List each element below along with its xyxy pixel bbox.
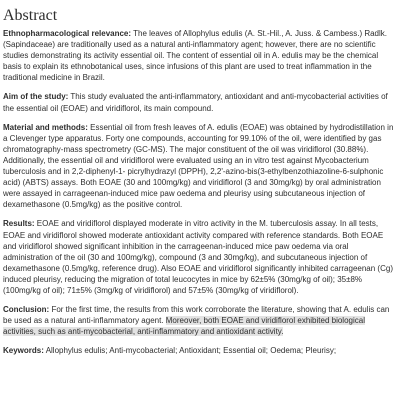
keywords-paragraph xyxy=(3,345,395,356)
results-label: Results: xyxy=(3,219,35,229)
ethnopharmacological-relevance-label: Ethnopharmacological relevance: xyxy=(3,29,132,38)
conclusion-label: Conclusion: xyxy=(3,305,50,315)
conclusion-highlighted-text[interactable]: Moreover, both EOAE and viridiflorol exhibited biological activities, such as anti-mycobacterial, anti-inflammatory and antioxidant activity. xyxy=(3,316,365,337)
conclusion-text: For the first time, the results from this work corroborate the literature, showing that A. edulis can be used as a natural anti-inflammatory agent. xyxy=(3,305,390,326)
results-paragraph xyxy=(3,218,395,296)
methods-label: Material and methods: xyxy=(3,122,88,132)
conclusion-paragraph xyxy=(3,304,395,337)
abstract-heading: Abstract xyxy=(3,7,58,24)
results-text: EOAE and viridiflorol displayed moderate in vitro activity in the M. tuberculosis assay. In all tests, EOAE and viridiflorol showed moderate antioxidant activity compared with reference standards. Both EOAE and viridiflorol showed significant inhibition in the carrageenan-induced mice paw oedema via oral administration of the oil (30 and 100mg/kg), compound (3 and 30mg/kg), and subcutaneous injection of dexamethasone (0.5mg/kg, reference drug). Also EOAE and viridiflorol significantly inhibited carrageenan (Cg) induced pleurisy, reducing the migration of total leucocytes in mice by 62±5% (30mg/kg of oil); 35±8% (100mg/kg of oil); 71±5% (3mg/kg of viridiflorol) and 57±5% (30mg/kg of viridiflorol). xyxy=(3,219,393,295)
aim-label: Aim of the study: xyxy=(3,92,69,102)
keywords-text: Allophylus edulis; Anti-mycobacterial; Antioxidant; Essential oil; Oedema; Pleurisy; xyxy=(43,346,337,356)
ethnopharmacological-relevance-paragraph xyxy=(3,28,395,83)
abstract-section xyxy=(3,0,395,356)
aim-text: This study evaluated the anti-inflammatory, antioxidant and anti-mycobacterial activities of the essential oil (EOAE) and viridiflorol, its main compound. xyxy=(3,92,388,113)
ethnopharmacological-relevance-text: The leaves of Allophylus edulis (A. St.-Hil., A. Juss. & Cambess.) Radlk. (Sapindaceae) are traditionally used as a natural anti-inflammatory agent; however, there are no scientific studies demonstrating its activity essential oil. The content of essential oil in A. edulis may be the chemical basis to explain its ethnobotanical uses, since infusions of this plant are used to treat inflammation in the traditional medicine in Brazil. xyxy=(3,29,388,83)
keywords-label: Keywords: xyxy=(3,346,44,356)
methods-paragraph xyxy=(3,122,395,211)
aim-paragraph xyxy=(3,91,395,113)
methods-text: Essential oil from fresh leaves of A. edulis (EOAE) was obtained by hydrodistillation in a Clevenger type apparatus. Forty one compounds, accounting for 99.10% of the oil, were identified by gas chromatography-mass spectrometry (GC-MS). The major constituent of the oil was viridiflorol (30.88%). Additionally, the essential oil and viridiflorol were evaluated using an in vitro test against Mycobacterium tuberculosis and in 2,2-diphenyl-1- picrylhydrazyl (DPPH), 2,2'-azino-bis(3-ethylbenzothiazoline-6-sulphonic acid) (ABTS) assays. Both EOAE (30 and 100mg/kg) and viridiflorol (3 and 30mg/kg) by oral administration were assayed in carrageenan-induced mice paw oedema and pleurisy using subcutaneous injection of dexamethasone (0.5mg/kg) as the positive control. xyxy=(3,122,394,210)
